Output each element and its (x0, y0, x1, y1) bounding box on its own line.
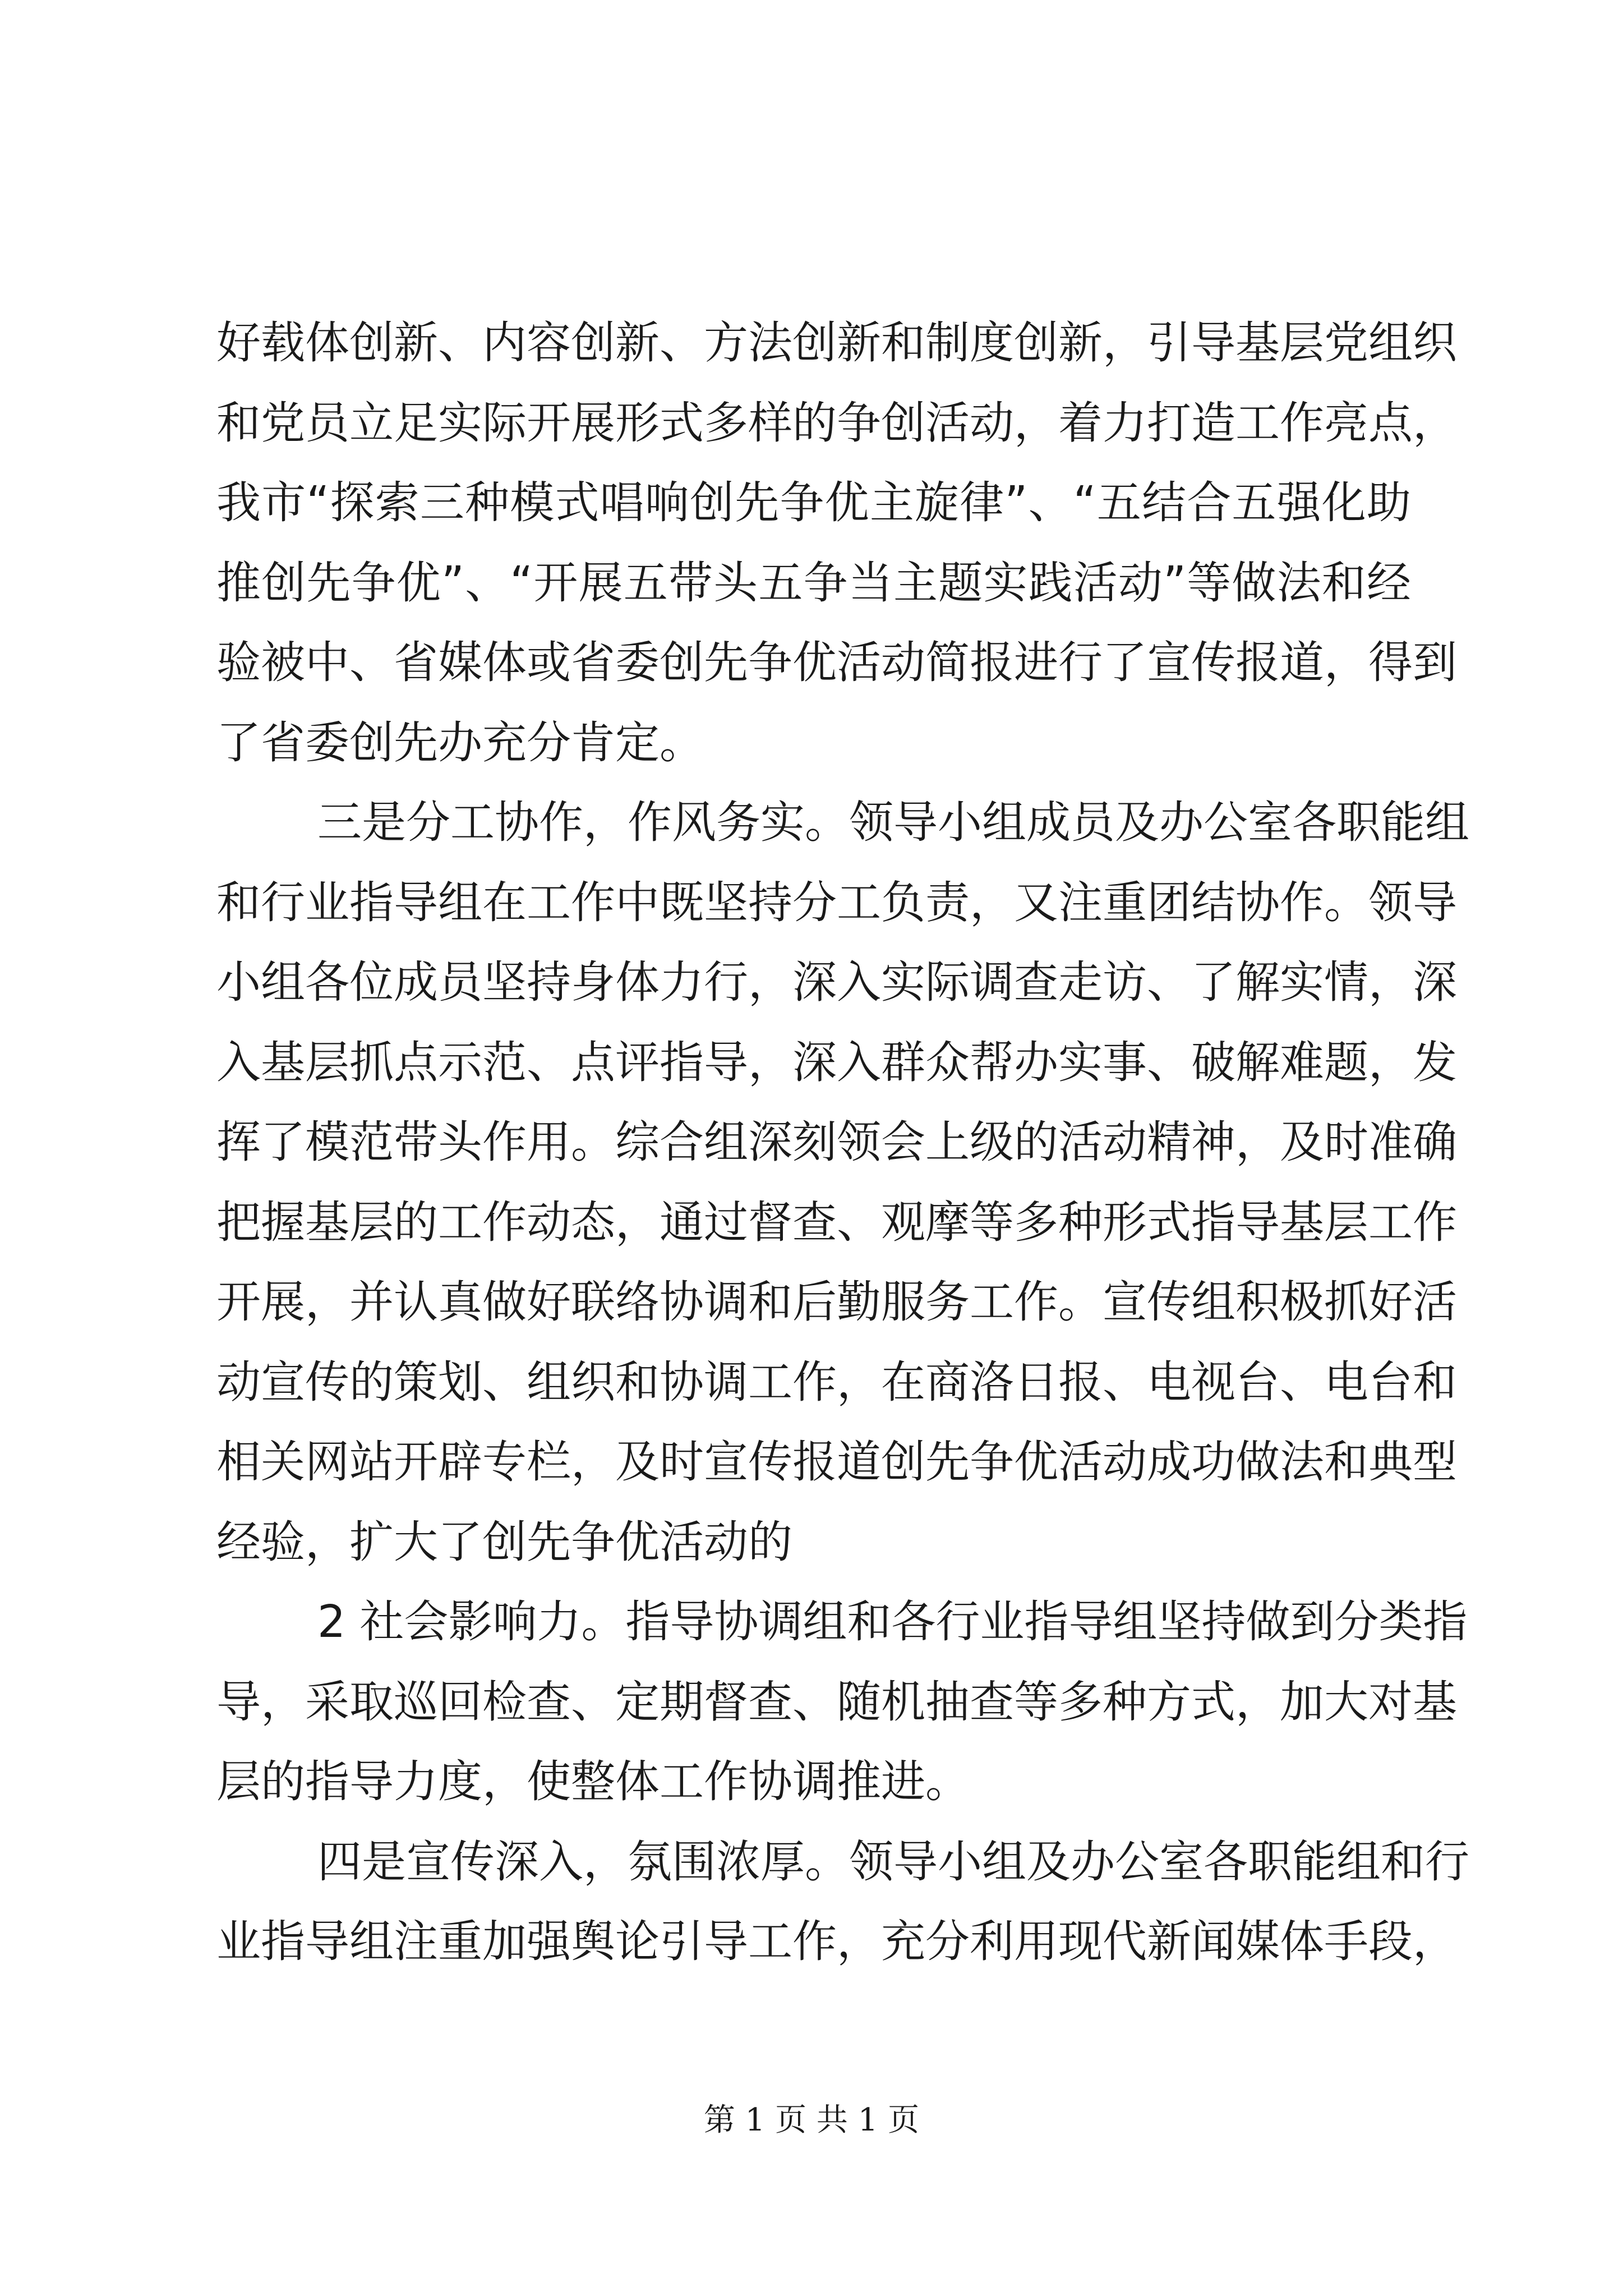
text-line: 和行业指导组在工作中既坚持分工负责，又注重团结协作。领导 (216, 876, 1457, 928)
text-line: 挥了模范带头作用。综合组深刻领会上级的活动精神，及时准确 (216, 1116, 1457, 1168)
text-line: 2 社会影响力。指导协调组和各行业指导组坚持做到分类指 (317, 1596, 1468, 1648)
document-body (216, 303, 1469, 1982)
text-line: 三是分工协作，作风务实。领导小组成员及办公室各职能组 (317, 797, 1469, 848)
text-line: 小组各位成员坚持身体力行，深入实际调查走访、了解实情，深 (216, 956, 1457, 1008)
text-line: 把握基层的工作动态，通过督查、观摩等多种形式指导基层工作 (216, 1196, 1457, 1248)
text-line: 我市“探索三种模式唱响创先争优主旋律”、“五结合五强化助 (216, 477, 1411, 528)
text-line: 层的指导力度，使整体工作协调推进。 (216, 1756, 970, 1807)
text-line: 了省委创先办充分肯定。 (216, 716, 704, 769)
text-line: 和党员立足实际开展形式多样的争创活动，着力打造工作亮点， (216, 397, 1457, 449)
text-line: 业指导组注重加强舆论引导工作，充分利用现代新闻媒体手段， (216, 1916, 1457, 1967)
text-line: 推创先争优”、“开展五带头五争当主题实践活动”等做法和经 (216, 556, 1411, 609)
text-line: 动宣传的策划、组织和协调工作，在商洛日报、电视台、电台和 (216, 1356, 1457, 1408)
text-line: 入基层抓点示范、点评指导，深入群众帮办实事、破解难题，发 (216, 1036, 1457, 1088)
text-line: 导，采取巡回检查、定期督查、随机抽查等多种方式，加大对基 (216, 1676, 1457, 1728)
text-line: 相关网站开辟专栏，及时宣传报道创先争优活动成功做法和典型 (216, 1436, 1457, 1488)
text-line: 好载体创新、内容创新、方法创新和制度创新，引导基层党组织 (216, 317, 1457, 369)
text-line: 经验，扩大了创先争优活动的 (216, 1516, 792, 1568)
text-line: 开展，并认真做好联络协调和后勤服务工作。宣传组积极抓好活 (216, 1276, 1457, 1328)
page-footer: 第 1 页 共 1 页 (703, 2102, 920, 2138)
text-line: 验被中、省媒体或省委创先争优活动简报进行了宣传报道，得到 (216, 637, 1457, 688)
text-line: 四是宣传深入，氛围浓厚。领导小组及办公室各职能组和行 (317, 1835, 1469, 1888)
